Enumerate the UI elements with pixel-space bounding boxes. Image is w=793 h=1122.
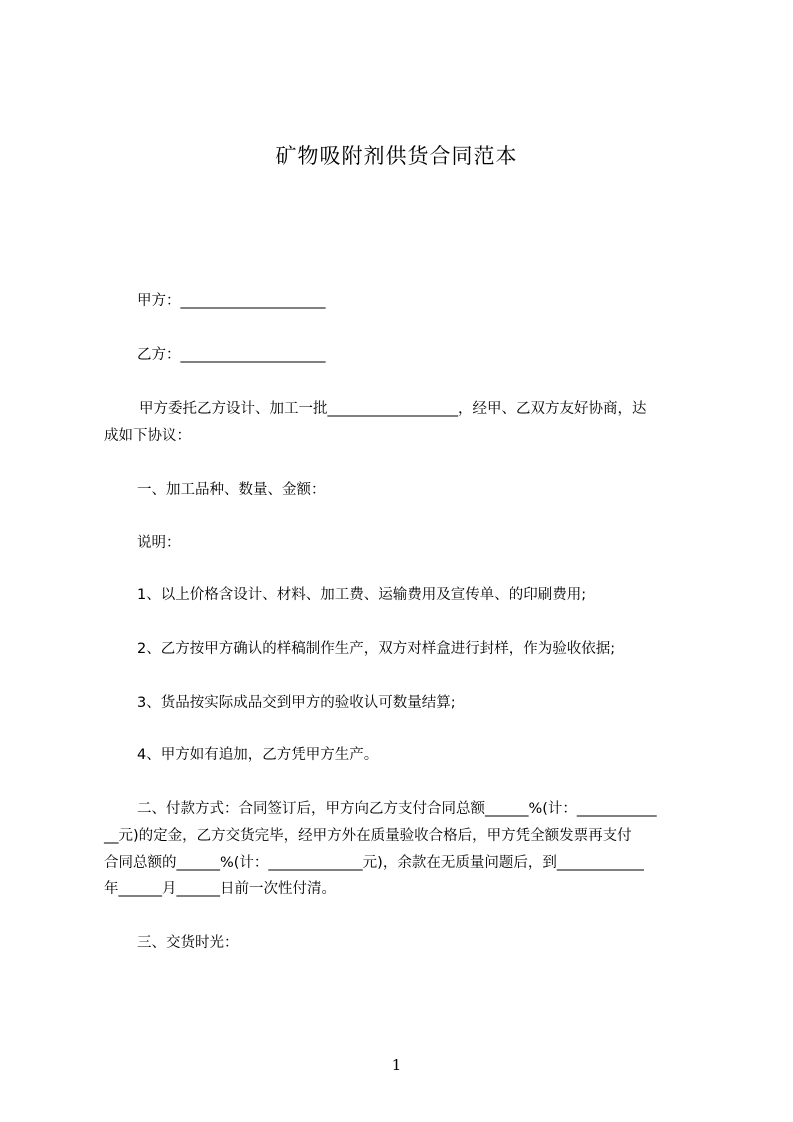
note-item-3: 3、货品按实际成品交到甲方的验收认可数量结算; [137,695,456,711]
intro-paragraph-line2: 成如下协议： [104,428,191,444]
note-item-1: 1、以上价格含设计、材料、加工费、运输费用及宣传单、的印刷费用; [137,587,587,603]
party-b-line: 乙方：____________________ [137,347,326,363]
note-label: 说明： [137,535,181,551]
note-item-4: 4、甲方如有追加，乙方凭甲方生产。 [137,747,379,763]
section2-line3: 合同总额的______%(计：_____________元)，余款在无质量问题后，到____________ [104,855,644,871]
section1-heading: 一、加工品种、数量、金额： [137,482,326,498]
note-item-2: 2、乙方按甲方确认的样稿制作生产，双方对样盒进行封样，作为验收依据; [137,641,616,657]
party-a-line: 甲方：____________________ [137,293,326,309]
page-number: 1 [391,1056,402,1074]
section2-line4: 年______月______日前一次性付清。 [104,881,336,897]
document-title: 矿物吸附剂供货合同范本 [275,144,518,168]
intro-paragraph-line1: 甲方委托乙方设计、加工一批__________________，经甲、乙双方友好协商，达 [139,401,647,417]
section2-line1: 二、付款方式：合同签订后，甲方向乙方支付合同总额______%(计：___________ [137,801,657,817]
section2-line2: __元)的定金，乙方交货完毕，经甲方外在质量验收合格后，甲方凭全额发票再支付 [104,828,632,844]
section3-heading: 三、交货时光： [137,935,239,951]
